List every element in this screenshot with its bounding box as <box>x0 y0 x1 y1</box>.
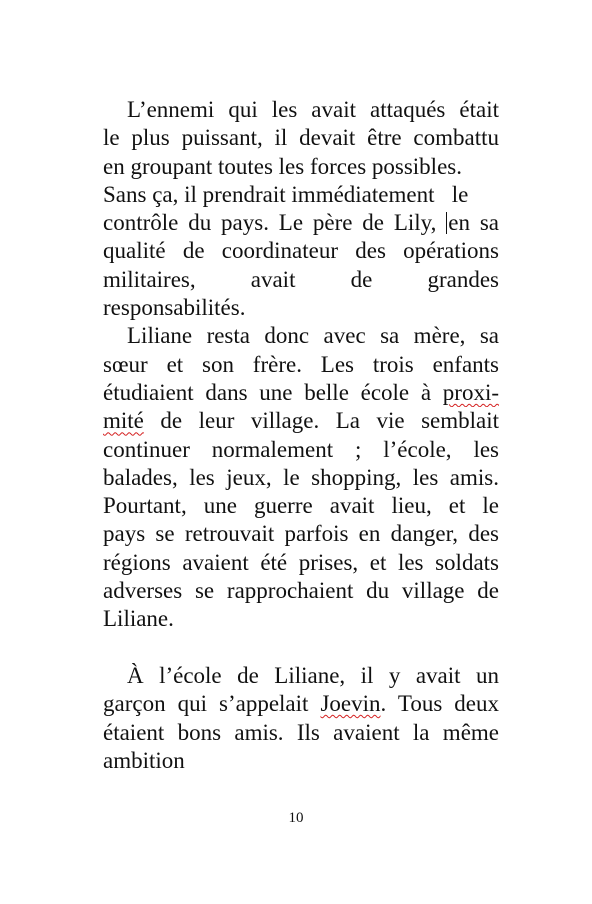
text-line: Liliane. <box>103 606 174 632</box>
blank-line <box>103 634 499 662</box>
text-line: Liliane resta donc avec sa mère, sa <box>127 323 499 349</box>
page-number: 10 <box>288 810 304 826</box>
text-line: balades, les jeux, le shopping, les amis. <box>103 464 499 490</box>
body-text <box>103 96 499 775</box>
text-line <box>103 379 499 407</box>
text-line: Pourtant, une guerre avait lieu, et le <box>103 493 499 519</box>
text-fragment: de leur village. La vie semblait <box>160 408 499 434</box>
text-fragment: contrôle du pays. Le père de Lily, <box>103 210 437 236</box>
text-line <box>103 209 499 237</box>
text-line: étaient bons amis. Ils avaient la même <box>103 719 499 745</box>
spellcheck-word[interactable]: Joevin <box>320 691 381 717</box>
text-line: continuer normalement ; l’école, les <box>103 436 499 462</box>
text-line: Sans ça, il prendrait immédiatement le <box>103 181 469 207</box>
text-fragment: garçon qui s’appelait <box>103 691 309 717</box>
text-line: adverses se rapprochaient du village de <box>103 578 499 604</box>
text-line: sœur et son frère. Les trois enfants <box>103 351 499 377</box>
text-fragment: . Tous deux <box>380 691 499 717</box>
text-line: À l’école de Liliane, il y avait un <box>127 662 499 688</box>
text-line: le plus puissant, il devait être combattu <box>103 125 499 151</box>
text-line: responsabilités. <box>103 295 246 321</box>
text-line: ambition <box>103 747 185 773</box>
text-line <box>103 690 499 718</box>
text-line: en groupant toutes les forces possibles. <box>103 153 462 179</box>
text-line <box>103 407 499 435</box>
spellcheck-word[interactable]: proxi- <box>442 379 499 405</box>
text-line: régions avaient été prises, et les soldats <box>103 549 499 575</box>
text-line: L’ennemi qui les avait attaqués était <box>127 97 499 122</box>
text-line: qualité de coordinateur des opérations <box>103 238 499 264</box>
text-line: pays se retrouvait parfois en danger, des <box>103 521 499 547</box>
text-line: militaires, avait de grandes <box>103 266 499 292</box>
text-fragment: en sa <box>448 210 499 236</box>
text-fragment: étudiaient dans une belle école à <box>103 379 432 405</box>
spellcheck-word[interactable]: mité <box>103 408 144 434</box>
